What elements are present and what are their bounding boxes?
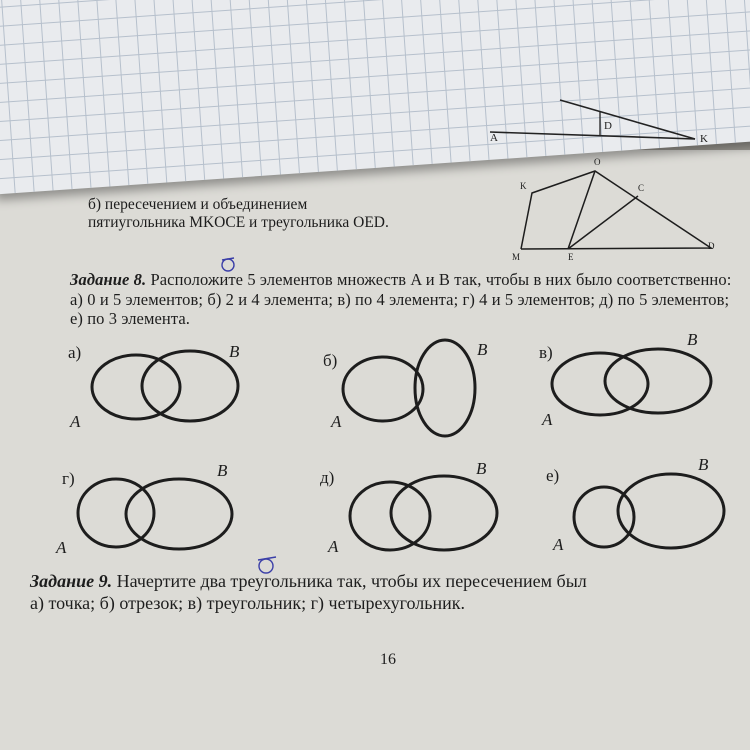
label-k: K xyxy=(520,181,527,191)
task9-line1 xyxy=(30,570,750,592)
page-number: 16 xyxy=(380,651,396,668)
task9-text xyxy=(30,570,750,614)
pentagon-task-line2: пятиугольника MKOCE и треугольника OED. xyxy=(88,214,389,231)
venn-e-label-b: B xyxy=(698,455,709,474)
venn-a-label-b: B xyxy=(229,342,240,361)
part-label-g: г) xyxy=(62,469,75,488)
label-e: E xyxy=(568,252,574,262)
pen-stroke-mark-1 xyxy=(222,258,234,260)
label-o: O xyxy=(594,157,601,167)
task9-body: Начертите два треугольника так, чтобы их пересечением был xyxy=(116,571,587,591)
task8-body: Расположите 5 элементов множеств A и B так, чтобы в них было соответственно: а) 0 и 5 элементов; б) 2 и 4 элемента; в) по 4 элемента; г) 4 и 5 элементов; д) по 5 элементов; е) по 3 элемента. xyxy=(70,270,732,328)
label-d: D xyxy=(708,241,715,251)
pentagon-task-line1: б) пересечением и объединением xyxy=(88,196,308,213)
task9-title: Задание 9. xyxy=(30,571,113,591)
venn-b-label-b: B xyxy=(477,340,488,359)
venn-e-label-a: A xyxy=(553,535,564,554)
venn-b-label-a: A xyxy=(331,412,342,431)
venn-g-label-b: B xyxy=(217,461,228,480)
label-c: C xyxy=(638,183,645,193)
venn-d-label-a: A xyxy=(328,537,339,556)
venn-g-label-a: A xyxy=(56,538,67,557)
task9-line2: а) точка; б) отрезок; в) треугольник; г) четырехугольник. xyxy=(30,593,465,613)
part-label-d: д) xyxy=(320,468,335,487)
label-m: M xyxy=(512,252,521,262)
venn-v-label-b: B xyxy=(687,330,698,349)
part-label-a: а) xyxy=(68,343,82,362)
task8-title: Задание 8. xyxy=(70,270,147,289)
part-label-e: е) xyxy=(546,466,560,485)
venn-v-label-a: A xyxy=(542,410,553,429)
label-d-notebook: D xyxy=(604,120,612,132)
venn-a-label-a: A xyxy=(70,412,81,431)
venn-d-label-b: B xyxy=(476,459,487,478)
pen-circle-mark-1 xyxy=(222,259,234,271)
label-k-notebook: K xyxy=(700,133,708,145)
part-label-v: в) xyxy=(539,343,553,362)
label-a-notebook: A xyxy=(490,132,498,144)
part-label-b: б) xyxy=(323,351,338,370)
